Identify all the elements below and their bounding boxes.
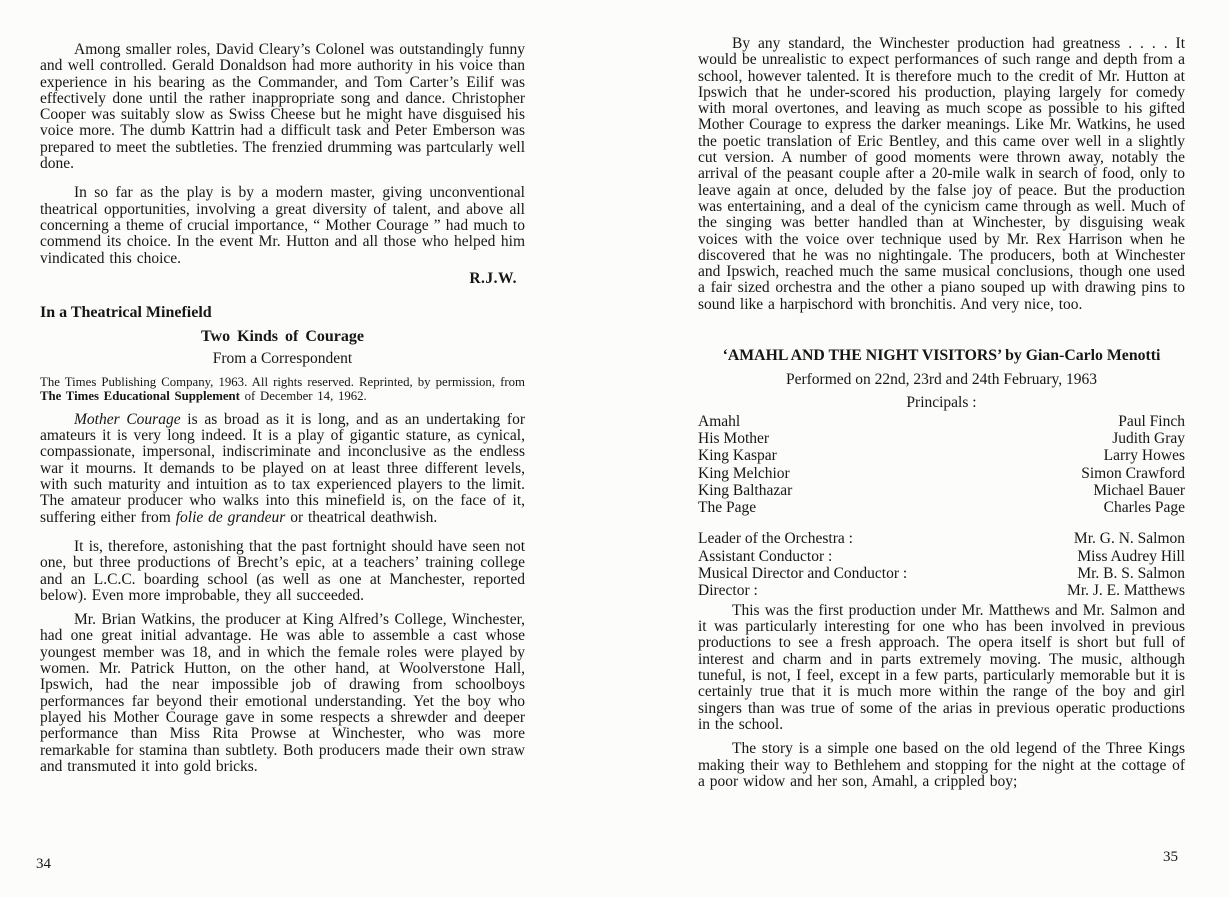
cast-row (698, 430, 1185, 447)
page-number-35: 35 (1163, 849, 1178, 865)
principals-label: Principals : (906, 394, 977, 412)
paragraph-text: is as broad as it is long, and as an undertaking for amateurs it is very long indeed. It is a play of gigantic stature, as cynical, compassionate, impersonal, indiscriminate and inconclusive as the endless war it mourns. It demands to be played on at least three different levels, with such maturity and intuition as to tax experienced players to the limit. The amateur producer who walks into this minefield is, on the face of it, suffering either from (40, 410, 525, 526)
cast-role: King Balthazar (698, 481, 793, 499)
crew-row (698, 565, 1185, 582)
italic-play-title: Mother Courage (74, 410, 181, 428)
performance-dates: Performed on 22nd, 23rd and 24th February, 1963 (785, 371, 1098, 389)
crew-role: Musical Director and Conductor : (698, 565, 908, 583)
cast-row (698, 482, 1185, 499)
paragraph-modern-master: In so far as the play is by a modern master, giving unconventional theatrical opportunities, involving a great diversity of talent, and above all concerning a theme of crucial importance, “ Mother Courage ” had much to commend its choice. In the event Mr. Hutton and all those who helped him vindicated this choice. (40, 184, 525, 267)
crew-row (698, 548, 1185, 565)
copyright-footnote (40, 375, 525, 403)
page-number-34: 34 (36, 856, 51, 872)
crew-name: Mr. G. N. Salmon (1073, 530, 1185, 548)
cast-row (698, 447, 1185, 464)
crew-row (698, 582, 1185, 599)
cast-name: Larry Howes (1103, 447, 1185, 465)
cast-role: King Melchior (698, 464, 790, 482)
amahl-heading: ‘AMAHL AND THE NIGHT VISITORS’ by Gian-Carlo Menotti (722, 347, 1161, 365)
crew-list (698, 530, 1185, 600)
footnote-text: of December 14, 1962. (239, 388, 367, 403)
reviewer-initials: R.J.W. (469, 269, 517, 287)
cast-role: King Kaspar (698, 447, 777, 465)
cast-row (698, 413, 1185, 430)
paragraph-three-productions: It is, therefore, astonishing that the past fortnight should have seen not one, but three productions of Brecht’s epic, at a teachers’ training college and an L.C.C. boarding school (as well as one at Manchester, reported below). Even more improbable, they all succeeded. (40, 537, 525, 604)
cast-role: His Mother (698, 430, 770, 448)
article-byline: From a Correspondent (212, 349, 353, 367)
crew-role: Director : (698, 582, 758, 600)
crew-name: Miss Audrey Hill (1077, 547, 1185, 565)
paragraph-text: or theatrical deathwish. (285, 508, 438, 526)
cast-name: Michael Bauer (1093, 481, 1185, 499)
paragraph-story: The story is a simple one based on the old legend of the Three Kings making their way to Bethlehem and stopping for the night at the cottage of a poor widow and her son, Amahl, a crippled boy; (698, 740, 1185, 790)
paragraph-smaller-roles: Among smaller roles, David Cleary’s Colonel was outstandingly funny and well controlled. Gerald Donaldson had more authority in his voice than experience in his bearing as the Commander, and Tom Carter’s Eilif was effectively done until the rather inappropriate song and dance. Christopher Cooper was suitably slow as Swiss Cheese but he might have disguised his voice more. The dumb Kattrin had a difficult task and Peter Emberson was prepared to meet the subtleties. The frenzied drumming was partcularly well done. (40, 41, 525, 173)
cast-name: Paul Finch (1118, 413, 1185, 431)
footnote-text: The Times Publishing Company, 1963. All rights reserved. Reprinted, by permission, from (40, 374, 525, 389)
cast-role: The Page (698, 499, 757, 517)
crew-role: Leader of the Orchestra : (698, 530, 853, 548)
section-heading: In a Theatrical Minefield (40, 303, 212, 321)
cast-row (698, 499, 1185, 516)
cast-name: Simon Crawford (1081, 464, 1185, 482)
paragraph-brian-watkins: Mr. Brian Watkins, the producer at King Alfred’s College, Winchester, had one great initial advantage. He was able to assemble a cast whose youngest member was 18, and in which the female roles were played by women. Mr. Patrick Hutton, on the other hand, at Woolverstone Hall, Ipswich, had the near impossible job of drawing from schoolboys performances far beyond their emotional understanding. Yet the boy who played his Mother Courage gave in some respects a shrewder and deeper performance than Miss Rita Prowse at Winchester, who was more remarkable for stamina than subtlety. Both producers made their own straw and transmuted it into gold bricks. (40, 611, 525, 775)
cast-name: Judith Gray (1112, 430, 1185, 448)
crew-role: Assistant Conductor : (698, 547, 833, 565)
footnote-publication-bold: The Times Educational Supplement (40, 388, 240, 403)
paragraph-winchester-greatness: By any standard, the Winchester production had greatness . . . . It would be unrealistic to expect performances of such range and depth from a school, however talented. It is therefore much to the credit of Mr. Hutton at Ipswich that he under-scored his production, playing largely for comedy with moral overtones, and leaving as much scope as possible to his gifted Mother Courage to express the darker meanings. Like Mr. Watkins, he used the poetic translation of Eric Bentley, and this came over well in a slightly cut version. A number of good moments were thrown away, notably the arrival of the peasant couple after a 20-mile walk in search of food, only to leave again at once, deluded by the false joy of peace. But the production was entertaining, and a deal of the cynicism came through as well. Much of the singing was better handled than at Winchester, by disguising weak voices with the voice over technique used by Mr. Rex Harrison when he discovered that he was no nightingale. The producers, both at Winchester and Ipswich, reached much the same musical conclusions, though one used a fair sized orchestra and the other a piano souped up with drawing pins to sound like a harpischord with bronchitis. And very nice, too. (698, 35, 1185, 313)
page-35 (698, 36, 1185, 790)
paragraph-mother-courage (40, 412, 525, 526)
page-34 (40, 42, 525, 775)
italic-french-phrase: folie de grandeur (175, 508, 286, 526)
crew-name: Mr. J. E. Matthews (1067, 582, 1185, 600)
crew-name: Mr. B. S. Salmon (1077, 565, 1185, 583)
cast-row (698, 465, 1185, 482)
cast-name: Charles Page (1103, 499, 1185, 517)
crew-row (698, 530, 1185, 547)
article-title: Two Kinds of Courage (201, 327, 364, 345)
cast-list (698, 413, 1185, 516)
paragraph-first-production: This was the first production under Mr. Matthews and Mr. Salmon and it was particularly interesting for one who has been involved in previous productions to see a fresh approach. The opera itself is short but full of interest and charm and in parts extremely moving. The music, although tuneful, is not, I feel, except in a few parts, particularly memorable but it is certainly true that it is much more within the range of the boy and girl singers than was true of some of the arias in previous operatic productions in the school. (698, 601, 1185, 733)
cast-role: Amahl (698, 413, 741, 431)
